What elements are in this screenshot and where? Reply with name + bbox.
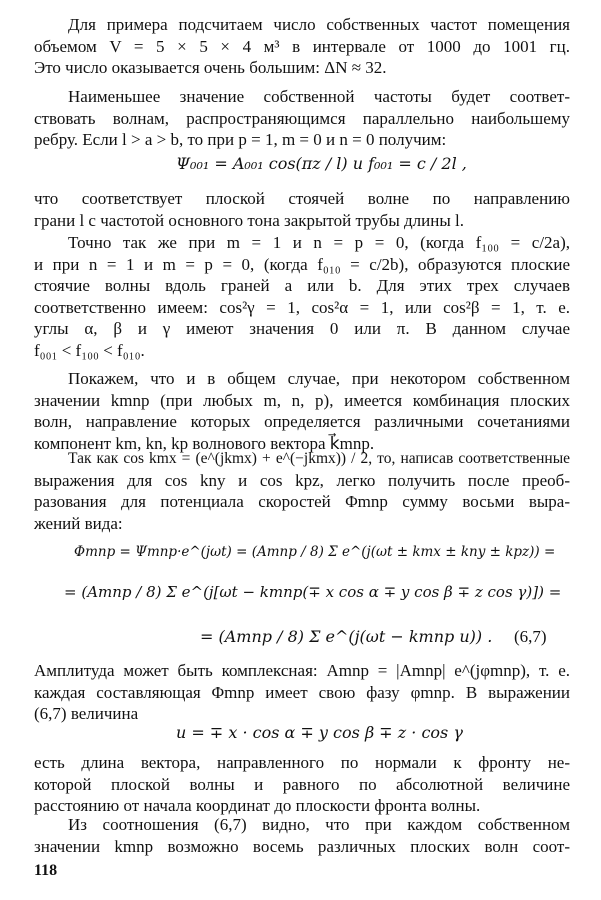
text-line: волн, направление которых определяется различными сочетаниями — [34, 412, 570, 431]
text-line: разования для потенциала скоростей Φmnp сумму восьми выра- — [34, 492, 570, 511]
text-line: ребру. Если l > a > b, то при p = 1, m = 0 и n = 0 получим: — [34, 130, 447, 149]
paragraph-amplitude — [34, 660, 570, 725]
text-line: каждая составляющая Φmnp имеет свою фазу φmnp. В выражении — [34, 682, 570, 702]
text-line: Амплитуда может быть комплексная: Amnp = |Amnp| e^(jφmnp), т. е. — [34, 661, 570, 680]
text-line: которой плоской волны и равного по абсолютной величине — [34, 774, 570, 794]
text-line: расстоянию от начала координат до плоскости фронта волны. — [34, 796, 481, 815]
text-line: f₀₀₁ < f₁₀₀ < f₀₁₀. — [34, 340, 145, 360]
paragraph-similarly — [34, 232, 570, 361]
text-line: стоячие волны вдоль граней a или b. Для этих трех случаев — [34, 276, 570, 295]
text-line: значении kmnp возможно восемь различных плоских волн соот- — [34, 836, 570, 856]
text-line: Из соотношения (6,7) видно, что при каждом собственном — [68, 815, 570, 834]
text-line: Покажем, что и в общем случае, при некотором собственном — [68, 369, 570, 388]
text-line: Наименьшее значение собственной частоты будет соответ- — [68, 87, 570, 106]
text-line: есть длина вектора, направленного по нормали к фронту не- — [34, 753, 570, 772]
paragraph-general-case — [34, 368, 570, 454]
paragraph-standing-wave — [34, 188, 570, 231]
page-number: 118 — [34, 862, 58, 879]
text-line: выражения для cos kny и cos kpz, легко получить после преоб- — [34, 470, 570, 490]
text-line: объемом V = 5 × 5 × 4 м³ в интервале от 1000 до 1001 гц. — [34, 36, 570, 56]
paragraph-since-cos — [34, 448, 570, 534]
text-line: жений вида: — [34, 513, 123, 533]
text-line: компонент km, kn, kp волнового вектора k⃗mnp. — [34, 433, 375, 453]
text-line: Точно так же при m = 1 и n = p = 0, (когда f₁₀₀ = c/2a), — [68, 233, 570, 252]
text-line: соответственно имеем: cos²γ = 1, cos²α = 1, или cos²β = 1, т. е. — [34, 297, 570, 317]
text-line: Так как cos kmx = (e^(jkmx) + e^(−jkmx)) / 2, то, написав соответственные — [68, 450, 570, 467]
paragraph-relation — [34, 814, 570, 857]
formula-phi-line-1: Φmnp = Ψmnp·e^(jωt) = (Amnp / 8) Σ e^(j(ωt ± kmx ± kny ± kpz)) = — [74, 544, 556, 560]
text-line: (6,7) величина — [34, 704, 139, 723]
text-line: ствовать волнам, распространяющимся параллельно наибольшему — [34, 108, 570, 128]
paragraph-example-count — [34, 14, 570, 79]
formula-phi-line-2: = (Amnp / 8) Σ e^(j[ωt − kmnp(∓ x cos α ∓ y cos β ∓ z cos γ)]) = — [64, 583, 562, 601]
text-line: Это число оказывается очень большим: ΔN ≈ 32. — [34, 58, 387, 77]
text-line: Для примера подсчитаем число собственных частот помещения — [68, 15, 570, 34]
formula-u: u = ∓ x · cos α ∓ y cos β ∓ z · cos γ — [176, 723, 463, 742]
formula-phi-line-3: = (Amnp / 8) Σ e^(j(ωt − kmnp u)) . — [200, 627, 493, 646]
text-line: значении kmnp (при любых m, n, p), имеется комбинация плоских — [34, 390, 570, 410]
text-line: что соответствует плоской стоячей волне по направлению — [34, 189, 570, 208]
text-line: углы α, β и γ имеют значения 0 или π. В данном случае — [34, 319, 570, 338]
text-line: грани l с частотой основного тона закрытой трубы длины l. — [34, 210, 464, 230]
equation-number: (6,7) — [514, 627, 547, 646]
formula-psi-001: Ψ₀₀₁ = A₀₀₁ cos(πz / l) и f₀₀₁ = c / 2l , — [176, 154, 467, 173]
text-line: и при n = 1 и m = p = 0, (когда f₀₁₀ = c/2b), образуются плоские — [34, 254, 570, 274]
paragraph-vector-length — [34, 752, 570, 817]
paragraph-lowest-frequency — [34, 86, 570, 151]
